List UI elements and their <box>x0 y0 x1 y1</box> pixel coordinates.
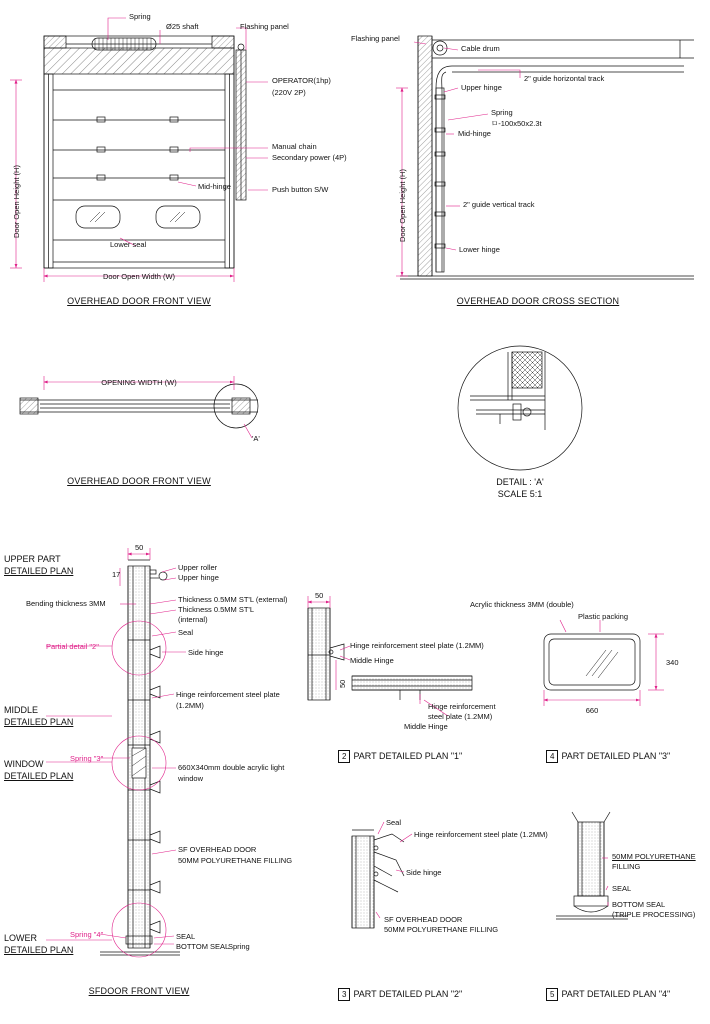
label-window-spec-2: window <box>178 774 204 783</box>
label-spring-lower: Spring <box>228 942 250 951</box>
label-spring-section: Spring <box>491 108 513 117</box>
label-sf-door-sf: SF OVERHEAD DOOR <box>178 845 257 854</box>
part-title-3: PART DETAILED PLAN "3" <box>561 751 671 761</box>
label-shaft: Ø25 shaft <box>166 22 199 31</box>
part-number-4: 4 <box>546 750 558 763</box>
dim-17: 17 <box>112 570 121 579</box>
part-title-2: PART DETAILED PLAN "2" <box>353 989 463 999</box>
part-number-2: 2 <box>338 750 350 763</box>
label-spring-3: Spring "3" <box>70 754 104 763</box>
section-upper-part: UPPER PART <box>4 554 61 564</box>
dim-50-upper: 50 <box>135 543 144 552</box>
label-spring-front: Spring <box>129 12 151 21</box>
label-mid-hinge-front: Mid-hinge <box>198 182 231 191</box>
label-side-hinge-sf: Side hinge <box>188 648 224 657</box>
dim-window-height: 340 <box>666 658 679 667</box>
label-thickness-external: Thickness 0.5MM ST'L (external) <box>178 595 288 604</box>
label-operator: OPERATOR(1hp) <box>272 76 331 85</box>
title-part-detailed-plan-1 <box>338 750 462 763</box>
part-number-3: 3 <box>338 988 350 1001</box>
label-detail-a-scale: SCALE 5:1 <box>497 489 543 499</box>
label-spring-4: Spring "4" <box>70 930 104 939</box>
label-operator-sub: (220V 2P) <box>272 88 306 97</box>
section-window: WINDOW <box>4 759 44 769</box>
label-polyurethane-filling-2: FILLING <box>612 862 641 871</box>
label-bending-thickness: Bending thickness 3MM <box>26 599 106 608</box>
dim-window-width: 660 <box>585 706 599 715</box>
label-window-spec: 660X340mm double acrylic light <box>178 763 285 772</box>
label-acrylic-thickness: Acrylic thickness 3MM (double) <box>470 600 574 609</box>
dim-door-open-height-front: Door Open Height (H) <box>12 165 21 238</box>
label-sf-door-part2: SF OVERHEAD DOOR <box>384 915 463 924</box>
label-detail-mark-a: 'A' <box>252 434 260 443</box>
label-bottom-seal-part4-2: (TRIPLE PROCESSING) <box>612 910 696 919</box>
dim-door-open-width: Door Open Width (W) <box>102 272 176 281</box>
label-hinge-reinforcement-sf-2: (1.2MM) <box>176 701 204 710</box>
part-number-5: 5 <box>546 988 558 1001</box>
label-seal-sf: Seal <box>178 628 194 637</box>
title-part-detailed-plan-3 <box>546 750 670 763</box>
title-part-detailed-plan-4 <box>546 988 670 1001</box>
section-middle-sub: DETAILED PLAN <box>4 717 74 727</box>
label-hinge-reinforcement-part1: Hinge reinforcement steel plate (1.2MM) <box>350 641 484 650</box>
label-seal-part2: Seal <box>386 818 402 827</box>
label-secondary-power: Secondary power (4P) <box>272 153 347 162</box>
label-side-hinge-part2: Side hinge <box>406 868 442 877</box>
label-sf-door-filling-sf: 50MM POLYURETHANE FILLING <box>178 856 293 865</box>
title-plan-view: OVERHEAD DOOR FRONT VIEW <box>67 476 211 486</box>
title-detail-a: DETAIL : 'A' <box>496 477 544 487</box>
label-plastic-packing: Plastic packing <box>578 612 629 621</box>
label-sf-door-filling-part2: 50MM POLYURETHANE FILLING <box>384 925 499 934</box>
title-front-view: OVERHEAD DOOR FRONT VIEW <box>67 296 211 306</box>
label-spring-spec: ㅁ-100x50x2.3t <box>491 119 542 128</box>
section-middle: MIDDLE <box>4 705 39 715</box>
section-window-sub: DETAILED PLAN <box>4 771 74 781</box>
section-upper-part-sub: DETAILED PLAN <box>4 566 74 576</box>
label-manual-chain: Manual chain <box>272 142 317 151</box>
label-guide-horizontal-track: 2" guide horizontal track <box>524 74 605 83</box>
part-title-4: PART DETAILED PLAN "4" <box>561 989 671 999</box>
label-middle-hinge-part1: Middle Hinge <box>350 656 394 665</box>
dim-door-open-height-section: Door Open Height (H) <box>398 169 407 242</box>
label-seal-part4: SEAL <box>612 884 632 893</box>
label-hinge-reinforcement-part2: Hinge reinforcement steel plate (1.2MM) <box>414 830 548 839</box>
label-partial-detail-2: Partial detail "2" <box>46 642 99 651</box>
label-hinge-reinforcement-sf: Hinge reinforcement steel plate <box>176 690 280 699</box>
section-lower-sub: DETAILED PLAN <box>4 945 74 955</box>
label-hinge-reinforcement-part1-b2: steel plate (1.2MM) <box>428 712 493 721</box>
label-polyurethane-filling: 50MM POLYURETHANE <box>612 852 696 861</box>
label-hinge-reinforcement-part1-b: Hinge reinforcement <box>428 702 496 711</box>
dim-50-part1: 50 <box>315 591 324 600</box>
label-lower-hinge: Lower hinge <box>459 245 500 254</box>
label-upper-roller: Upper roller <box>178 563 218 572</box>
label-guide-vertical-track: 2" guide vertical track <box>463 200 535 209</box>
label-upper-hinge-sf: Upper hinge <box>178 573 219 582</box>
label-bottom-seal-sf: BOTTOM SEAL <box>176 942 230 951</box>
section-lower: LOWER <box>4 933 38 943</box>
title-part-detailed-plan-2 <box>338 988 462 1001</box>
label-flashing-panel-section: Flashing panel <box>351 34 400 43</box>
part-title-1: PART DETAILED PLAN "1" <box>353 751 463 761</box>
label-seal-lower: SEAL <box>176 932 196 941</box>
label-flashing-panel-front: Flashing panel <box>240 22 289 31</box>
label-push-button: Push button S/W <box>272 185 329 194</box>
label-cable-drum: Cable drum <box>461 44 500 53</box>
label-upper-hinge-section: Upper hinge <box>461 83 502 92</box>
label-thickness-internal-2: (internal) <box>178 615 208 624</box>
label-thickness-internal: Thickness 0.5MM ST'L <box>178 605 255 614</box>
title-sfdoor-front-view: SFDOOR FRONT VIEW <box>88 986 190 996</box>
label-mid-hinge-section: Mid-hinge <box>458 129 491 138</box>
dim-50-part1-vertical: 50 <box>338 679 347 688</box>
dim-opening-width: OPENING WIDTH (W) <box>101 378 177 387</box>
label-middle-hinge-part1-b: Middle Hinge <box>404 722 448 731</box>
label-lower-seal: Lower seal <box>110 240 147 249</box>
label-bottom-seal-part4: BOTTOM SEAL <box>612 900 666 909</box>
title-cross-section: OVERHEAD DOOR CROSS SECTION <box>456 296 620 306</box>
